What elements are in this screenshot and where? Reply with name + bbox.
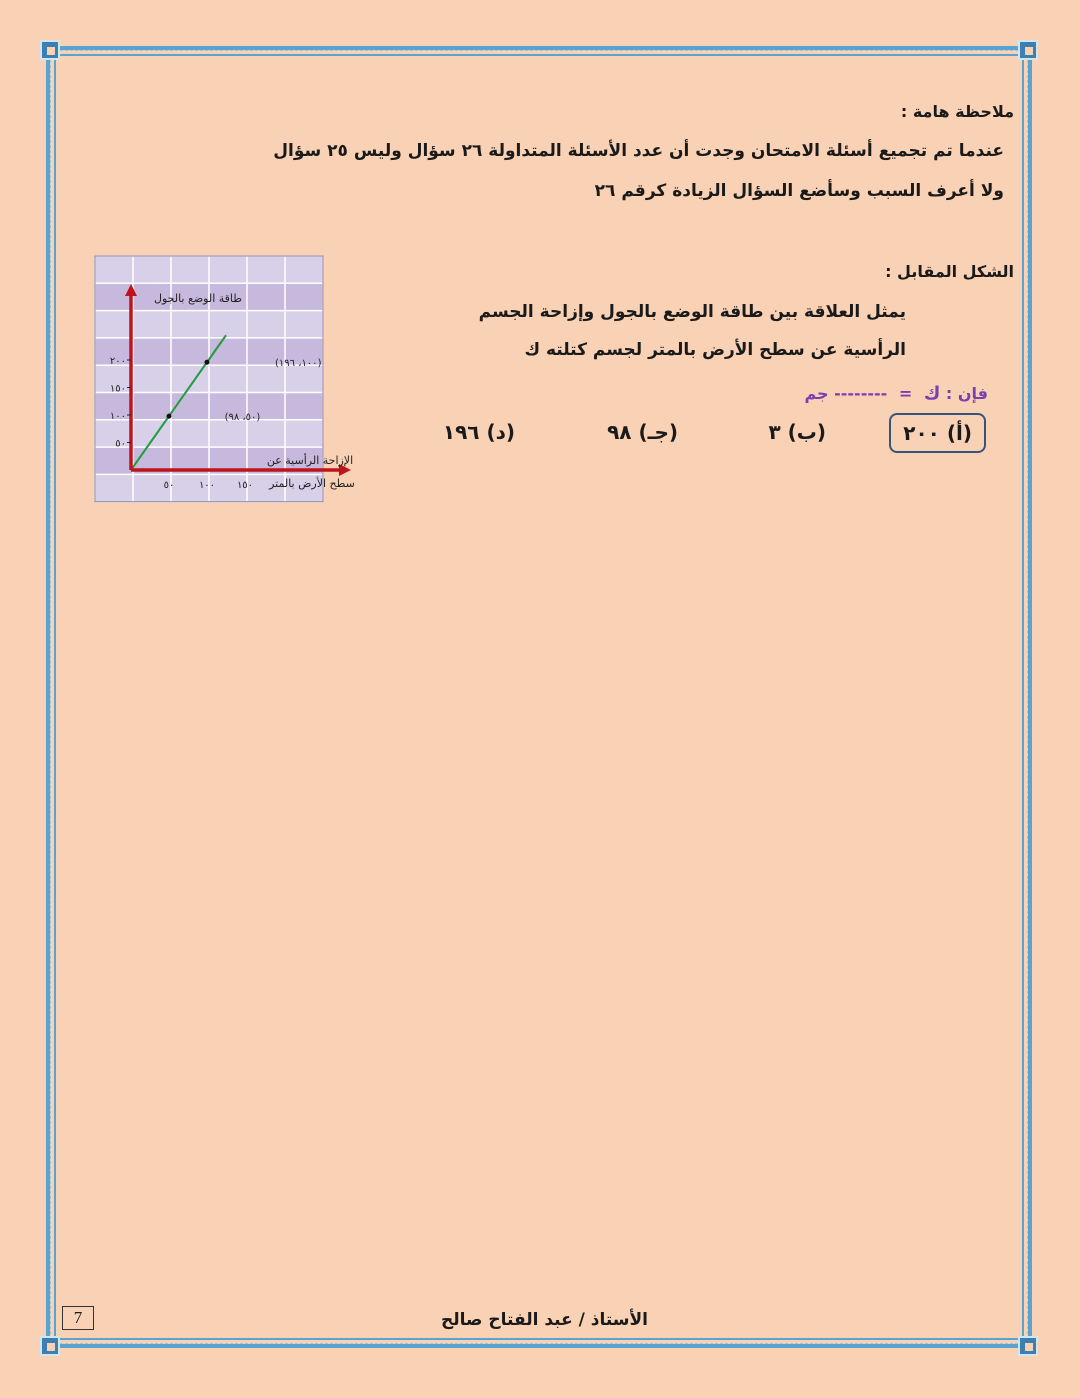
x-tick-label: ١٥٠: [236, 480, 254, 491]
y-tick-label: ١٠٠: [109, 411, 126, 422]
energy-displacement-chart: [80, 248, 380, 510]
note-text-line-1: عندما تم تجميع أسئلة الامتحان وجدت أن عدد الأسئلة المتداولة ٢٦ سؤال وليس ٢٥ سؤال: [273, 141, 1004, 161]
y-tick-label: ٥٠: [115, 438, 126, 450]
y-tick-label: ١٥٠: [109, 383, 126, 395]
page-number: 7: [62, 1306, 94, 1330]
prompt-prefix: فإن :: [945, 384, 988, 403]
author-name: الأستاذ / عبد الفتاح صالح: [441, 1310, 648, 1330]
option-a-selected[interactable]: (أ) ٢٠٠: [889, 413, 986, 453]
chart-x-axis-label-line-2: سطح الأرض بالمتر: [269, 477, 355, 490]
y-tick-label: ٢٠٠: [109, 356, 126, 367]
note-text-line-2: ولا أعرف السبب وسأضع السؤال الزيادة كرقم ٢٦: [594, 181, 1004, 201]
prompt-equals: =: [898, 384, 913, 403]
prompt-blank: --------: [834, 384, 888, 403]
page-border-inner: [54, 54, 1024, 1340]
data-point-label: (١٠٠، ١٩٦): [275, 358, 322, 370]
corner-ornament-top-right: [1018, 40, 1038, 60]
option-c[interactable]: (جـ) ٩٨: [607, 420, 678, 444]
question-text-line-1: يمثل العلاقة بين طاقة الوضع بالجول وإزاحة الجسم: [478, 302, 906, 322]
option-b[interactable]: (ب) ٣: [768, 420, 826, 444]
chart-y-axis-label: طاقة الوضع بالجول: [153, 292, 243, 305]
data-point: [167, 414, 172, 419]
note-title: ملاحظة هامة :: [900, 102, 1014, 121]
option-d[interactable]: (د) ١٩٦: [442, 420, 515, 444]
x-tick-label: ٥٠: [163, 480, 175, 491]
question-text-line-2: الرأسية عن سطح الأرض بالمتر لجسم كتلته ك: [524, 340, 906, 360]
x-tick-label: ١٠٠: [198, 480, 216, 491]
prompt-variable: ك: [923, 383, 941, 404]
question-prompt: [804, 383, 988, 404]
chart-x-axis-label-line-1: الإزاحة الرأسية عن: [266, 454, 354, 467]
corner-ornament-top-left: [40, 40, 60, 60]
figure-label: الشكل المقابل :: [885, 262, 1014, 281]
data-point: [205, 360, 210, 365]
corner-ornament-bottom-right: [1018, 1336, 1038, 1356]
data-point-label: (٥٠، ٩٨): [224, 412, 261, 424]
corner-ornament-bottom-left: [40, 1336, 60, 1356]
prompt-unit: جم: [804, 384, 829, 403]
